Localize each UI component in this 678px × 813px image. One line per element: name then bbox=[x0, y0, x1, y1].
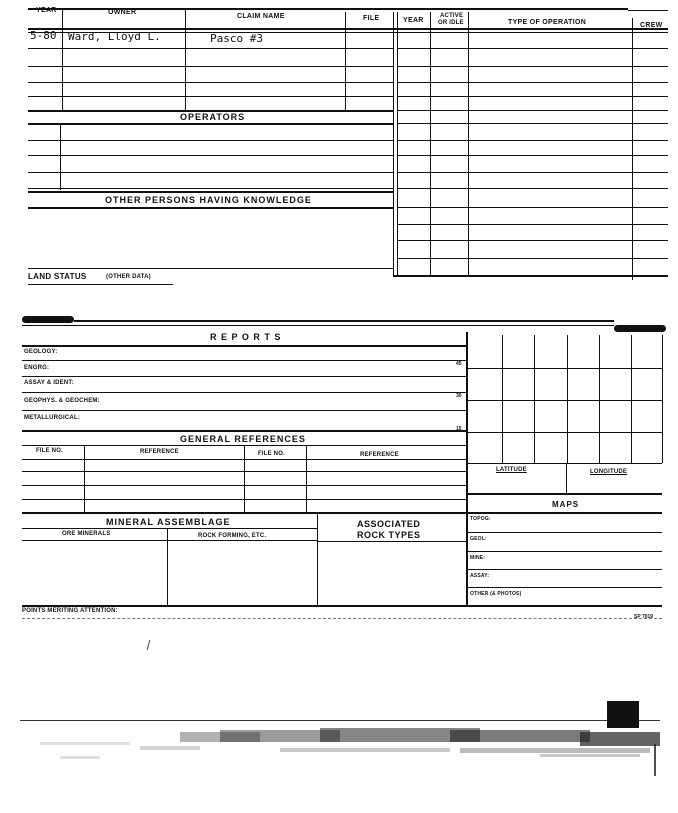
report-num-45: 45 bbox=[456, 361, 462, 367]
ref-file-no-1: FILE NO. bbox=[36, 448, 63, 454]
header-owner: OWNER bbox=[108, 9, 137, 16]
header-crew: CREW bbox=[640, 22, 663, 29]
ore-minerals-label: ORE MINERALS bbox=[62, 531, 111, 537]
associated-rock-types-1: ASSOCIATED bbox=[357, 519, 421, 529]
longitude-label: LONGITUDE bbox=[590, 469, 628, 475]
other-persons-heading: OTHER PERSONS HAVING KNOWLEDGE bbox=[105, 195, 312, 205]
operators-heading: OPERATORS bbox=[180, 112, 246, 122]
header-claim-name: CLAIM NAME bbox=[237, 13, 285, 20]
map-other: OTHER (& PHOTOS) bbox=[470, 591, 522, 597]
ref-reference-1: REFERENCE bbox=[140, 449, 179, 455]
entry-date: 5-80 bbox=[30, 29, 57, 42]
land-status-sub: (OTHER DATA) bbox=[106, 274, 151, 280]
header-year-2: YEAR bbox=[403, 17, 424, 24]
rock-forming-label: ROCK FORMING, ETC. bbox=[198, 533, 267, 539]
map-geol: GEOL: bbox=[470, 536, 487, 542]
report-num-30: 30 bbox=[456, 393, 462, 399]
report-num-15: 15 bbox=[456, 426, 462, 432]
form-number: SP 7019 bbox=[634, 614, 654, 620]
stray-mark bbox=[147, 640, 151, 650]
header-active: ACTIVE bbox=[440, 13, 464, 19]
header-or-idle: OR IDLE bbox=[438, 20, 464, 26]
reports-heading: R E P O R T S bbox=[210, 332, 282, 342]
ref-file-no-2: FILE NO. bbox=[258, 451, 285, 457]
maps-heading: MAPS bbox=[552, 500, 580, 509]
report-geology: GEOLOGY: bbox=[24, 349, 58, 355]
entry-claim: Pasco #3 bbox=[210, 32, 263, 45]
map-assay: ASSAY: bbox=[470, 573, 490, 579]
map-topog: TOPOG: bbox=[470, 516, 491, 522]
header-year: YEAR bbox=[36, 7, 57, 14]
associated-rock-types-2: ROCK TYPES bbox=[357, 530, 421, 540]
header-type-of-operation: TYPE OF OPERATION bbox=[508, 19, 587, 26]
report-assay: ASSAY & IDENT: bbox=[24, 380, 74, 386]
general-references-heading: GENERAL REFERENCES bbox=[180, 434, 306, 444]
ref-reference-2: REFERENCE bbox=[360, 452, 399, 458]
report-geophys: GEOPHYS. & GEOCHEM: bbox=[24, 398, 100, 404]
header-file: FILE bbox=[363, 15, 380, 22]
report-engrg: ENGRG: bbox=[24, 365, 50, 371]
points-meriting-attention: POINTS MERITING ATTENTION: bbox=[22, 608, 118, 614]
latitude-label: LATITUDE bbox=[496, 467, 527, 473]
mineral-assemblage-heading: MINERAL ASSEMBLAGE bbox=[106, 517, 231, 527]
report-metallurgical: METALLURGICAL: bbox=[24, 415, 81, 421]
entry-owner: Ward, Lloyd L. bbox=[68, 30, 161, 43]
scan-noise bbox=[20, 724, 665, 780]
map-mine: MINE: bbox=[470, 555, 486, 561]
land-status-label: LAND STATUS bbox=[28, 272, 87, 281]
